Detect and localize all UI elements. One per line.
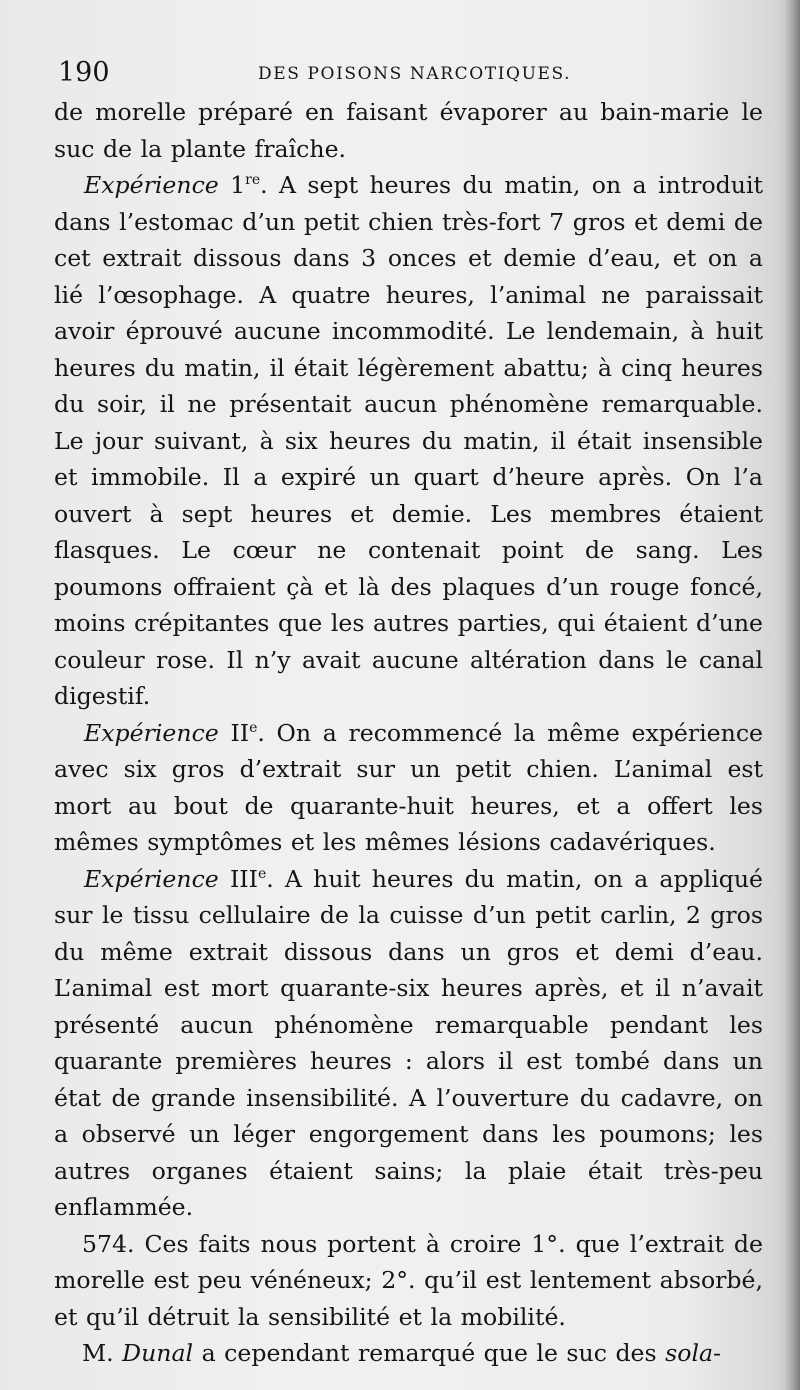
page-number: 190 [58, 57, 110, 88]
body-text [54, 94, 763, 1372]
hyphenated-word-start: sola- [665, 1339, 722, 1367]
experience-label: Expérience [84, 864, 219, 893]
experience-ordinal: II [230, 718, 250, 747]
ordinal-suffix: e [249, 719, 258, 736]
paragraph-continuation: de morelle préparé en faisant évaporer au bain-marie le suc de la plante fraîche. [54, 98, 763, 163]
honorific: M. [82, 1339, 123, 1367]
paragraph-experience-1 [54, 167, 763, 715]
paragraph-574 [54, 1226, 763, 1336]
paragraph-experience-2 [54, 715, 763, 861]
experience-text: . A sept heures du matin, on a introduit dans l’estomac d’un petit chien très-fort 7 gros et demi de cet extrait dissous dans 3 onces et demie d’eau, et on a lié l’œsophage. A quatre heures, l’animal ne paraissait avoir éprouvé aucune incommodité. Le lendemain, à huit heures du matin, il était légèrement abattu; à cinq heures du soir, il ne présentait aucun phénomène remarquable. Le jour suivant, à six heures du matin, il était insensible et immobile. Il a expiré un quart d’heure après. On l’a ouvert à sept heures et demie. Les membres étaient flasques. Le cœur ne contenait point de sang. Les poumons offraient çà et là des plaques d’un rouge foncé, moins crépitantes que les autres parties, qui étaient d’une couleur rose. Il n’y avait aucune altération dans le canal digestif. [54, 171, 763, 710]
experience-ordinal: III [229, 864, 258, 893]
page-edge-shadow [784, 0, 800, 1390]
ordinal-suffix: re [245, 172, 261, 188]
paragraph-experience-3 [54, 861, 763, 1226]
paragraph-dunal [54, 1335, 763, 1372]
experience-text: . A huit heures du matin, on a appliqué sur le tissu cellulaire de la cuisse d’un petit carlin, 2 gros du même extrait dissous dans un gros et demi d’eau. L’animal est mort quarante-six heures après, et il n’avait présenté aucun phénomène remarquable pendant les quarante premières heures : alors il est tombé dans un état de grande insensibilité. A l’ouverture du cadavre, on a observé un léger engorgement dans les poumons; les autres organes étaient sains; la plaie était très-peu enflammée. [54, 864, 763, 1221]
page-header [52, 56, 752, 90]
paragraph-number: 574 [82, 1229, 128, 1258]
experience-ordinal: 1 [230, 171, 246, 199]
paragraph-text: . Ces faits nous portent à croire 1°. que l’extrait de morelle est peu vénéneux; 2°. qu’il est lentement absorbé, et qu’il détruit la sensibilité et la mobilité. [54, 1229, 763, 1331]
author-name: Dunal [122, 1339, 194, 1367]
experience-label: Expérience [84, 718, 219, 747]
experience-text: . On a recommencé la même expérience avec six gros d’extrait sur un petit chien. L’animal est mort au bout de quarante-huit heures, et a offert les mêmes symptômes et les mêmes lésions cadavériques. [54, 718, 763, 856]
experience-label: Expérience [84, 171, 219, 199]
ordinal-suffix: e [257, 865, 267, 882]
running-title: DES POISONS NARCOTIQUES. [258, 64, 572, 84]
paragraph-text: a cependant remarqué que le suc des [193, 1339, 666, 1367]
